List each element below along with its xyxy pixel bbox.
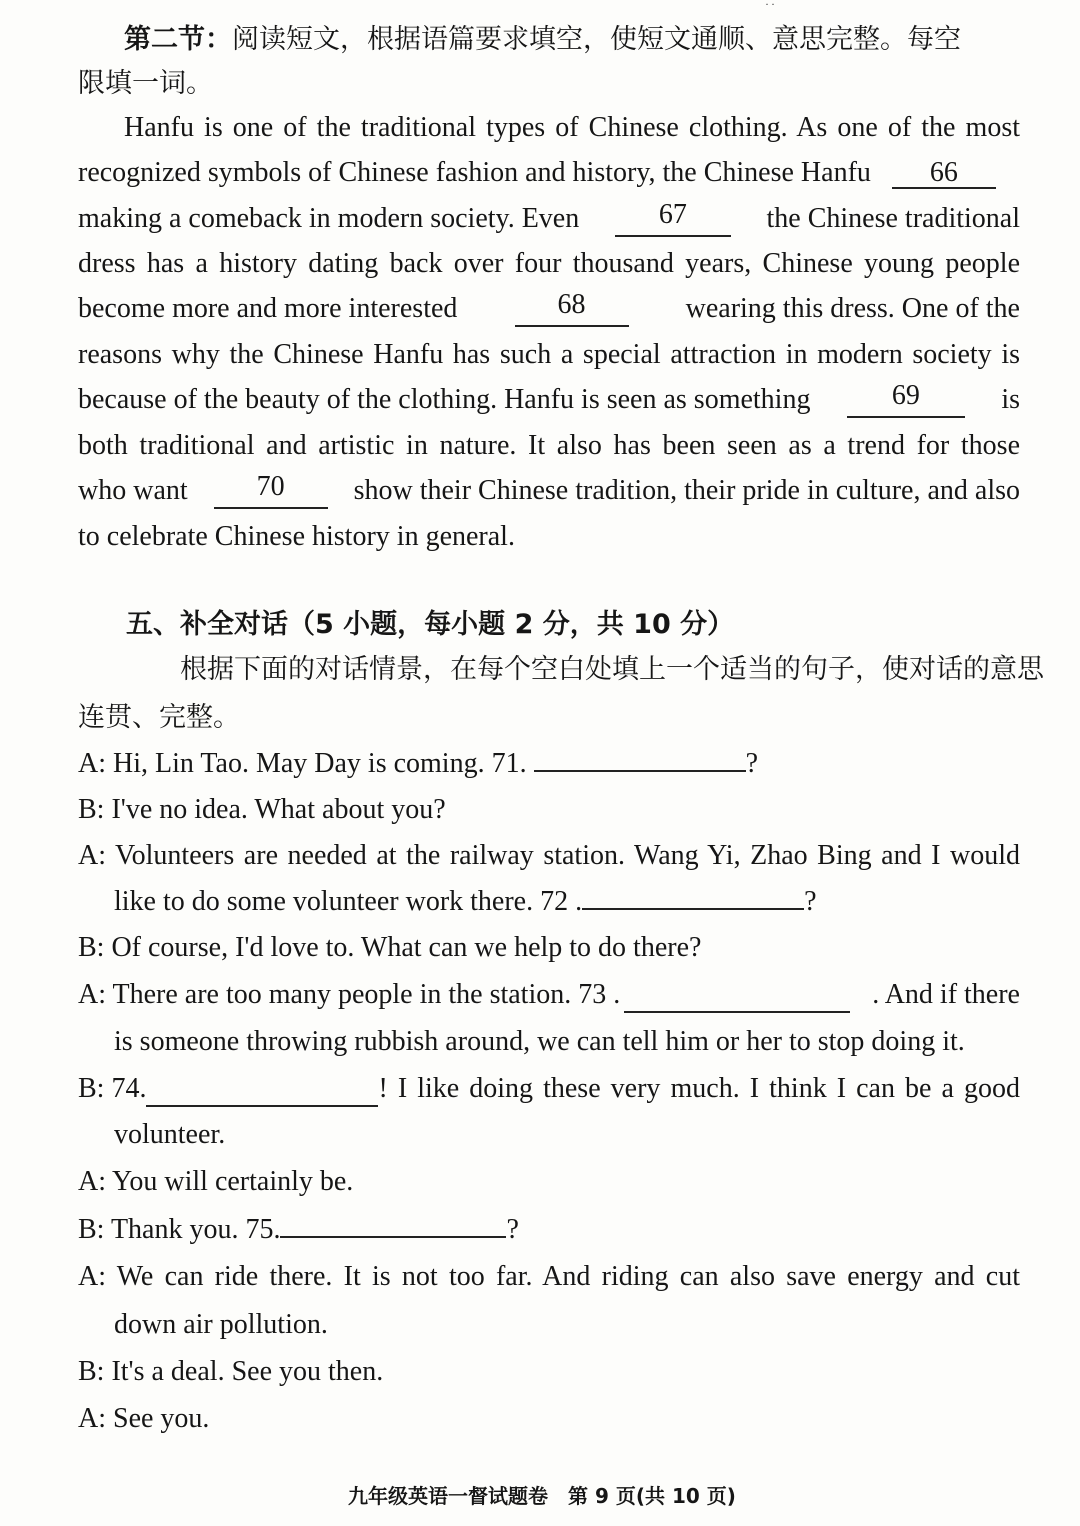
answer-blank-72[interactable] — [582, 908, 804, 910]
scan-mark: ˙˙ — [764, 2, 776, 16]
dialogue-line — [78, 1212, 519, 1248]
question-mark: ? — [745, 748, 759, 779]
blank-68[interactable]: 68 — [515, 291, 629, 327]
passage-line: Hanfu is one of the traditional types of Chinese clothing. As one of the most — [124, 112, 1020, 143]
dialogue-text: B: Thank you. 75. — [78, 1214, 281, 1245]
passage-line — [78, 291, 1020, 327]
dialogue-line — [78, 746, 758, 782]
passage-line — [78, 473, 1020, 509]
dialogue-line: A: See you. — [78, 1403, 210, 1434]
passage-text: recognized symbols of Chinese fashion and history, the Chinese Hanfu — [78, 157, 871, 188]
section5-heading: 五、补全对话（5 小题，每小题 2 分，共 10 分） — [126, 609, 735, 640]
dialogue-line — [78, 977, 1020, 1013]
dialogue-line: volunteer. — [114, 1119, 226, 1150]
blank-67[interactable]: 67 — [615, 201, 731, 237]
passage-text: is — [1001, 384, 1020, 415]
dialogue-line: B: I've no idea. What about you? — [78, 794, 446, 825]
passage-text: making a comeback in modern society. Even — [78, 203, 580, 234]
passage-text: become more and more interested — [78, 293, 458, 324]
dialogue-text: like to do some volunteer work there. 72 . — [114, 886, 583, 917]
dialogue-line: A: Volunteers are needed at the railway station. Wang Yi, Zhao Bing and I would — [78, 840, 1020, 871]
passage-text: wearing this dress. One of the — [685, 293, 1020, 324]
dialogue-line: B: Of course, I'd love to. What can we help to do there? — [78, 932, 702, 963]
dialogue-line: A: We can ride there. It is not too far. And riding can also save energy and cut — [78, 1261, 1020, 1292]
dialogue-line: is someone throwing rubbish around, we can tell him or her to stop doing it. — [114, 1026, 965, 1057]
dialogue-line: B: It's a deal. See you then. — [78, 1356, 384, 1387]
section2-instruction: 阅读短文，根据语篇要求填空，使短文通顺、意思完整。每空 — [232, 24, 961, 55]
dialogue-line — [114, 884, 817, 920]
dialogue-text: . And if there — [872, 979, 1020, 1010]
passage-line: to celebrate Chinese history in general. — [78, 521, 515, 552]
section2-label: 第二节： — [124, 24, 232, 55]
dialogue-text: B: 74. — [78, 1073, 147, 1104]
passage-line: reasons why the Chinese Hanfu has such a special attraction in modern society is — [78, 339, 1020, 370]
answer-blank-74[interactable] — [146, 1071, 378, 1107]
section5-instruction-cont: 连贯、完整。 — [78, 702, 240, 733]
section2-heading — [124, 22, 961, 58]
section2-instruction-cont: 限填一词。 — [78, 68, 213, 99]
page-footer: 九年级英语一督试题卷 第 9 页(共 10 页) — [348, 1484, 736, 1508]
dialogue-text: A: Hi, Lin Tao. May Day is coming. 71. — [78, 748, 527, 779]
answer-blank-71[interactable] — [534, 770, 746, 772]
passage-text: who want — [78, 475, 188, 506]
dialogue-line — [78, 1071, 1020, 1107]
blank-66[interactable]: 66 — [892, 159, 996, 189]
passage-line: dress has a history dating back over four thousand years, Chinese young people — [78, 248, 1020, 279]
passage-text: the Chinese traditional — [766, 203, 1020, 234]
section5-instruction: 根据下面的对话情景，在每个空白处填上一个适当的句子，使对话的意思 — [180, 654, 1044, 685]
passage-line: both traditional and artistic in nature. It also has been seen as a trend for those — [78, 430, 1020, 461]
blank-69[interactable]: 69 — [847, 382, 965, 418]
dialogue-line: A: You will certainly be. — [78, 1166, 354, 1197]
question-mark: ? — [506, 1214, 519, 1245]
question-mark: ? — [804, 886, 817, 917]
passage-line — [78, 382, 1020, 418]
answer-blank-75[interactable] — [280, 1236, 506, 1238]
dialogue-text: A: There are too many people in the station. 73 . — [78, 979, 621, 1010]
blank-70[interactable]: 70 — [214, 473, 328, 509]
passage-text: because of the beauty of the clothing. Hanfu is seen as something — [78, 384, 811, 415]
dialogue-line: down air pollution. — [114, 1309, 328, 1340]
passage-text: show their Chinese tradition, their pride in culture, and also — [353, 475, 1020, 506]
dialogue-text: ! I like doing these very much. I think I can be a good — [378, 1073, 1020, 1104]
passage-line — [78, 201, 1020, 237]
answer-blank-73[interactable] — [624, 977, 850, 1013]
passage-line — [78, 155, 1020, 191]
